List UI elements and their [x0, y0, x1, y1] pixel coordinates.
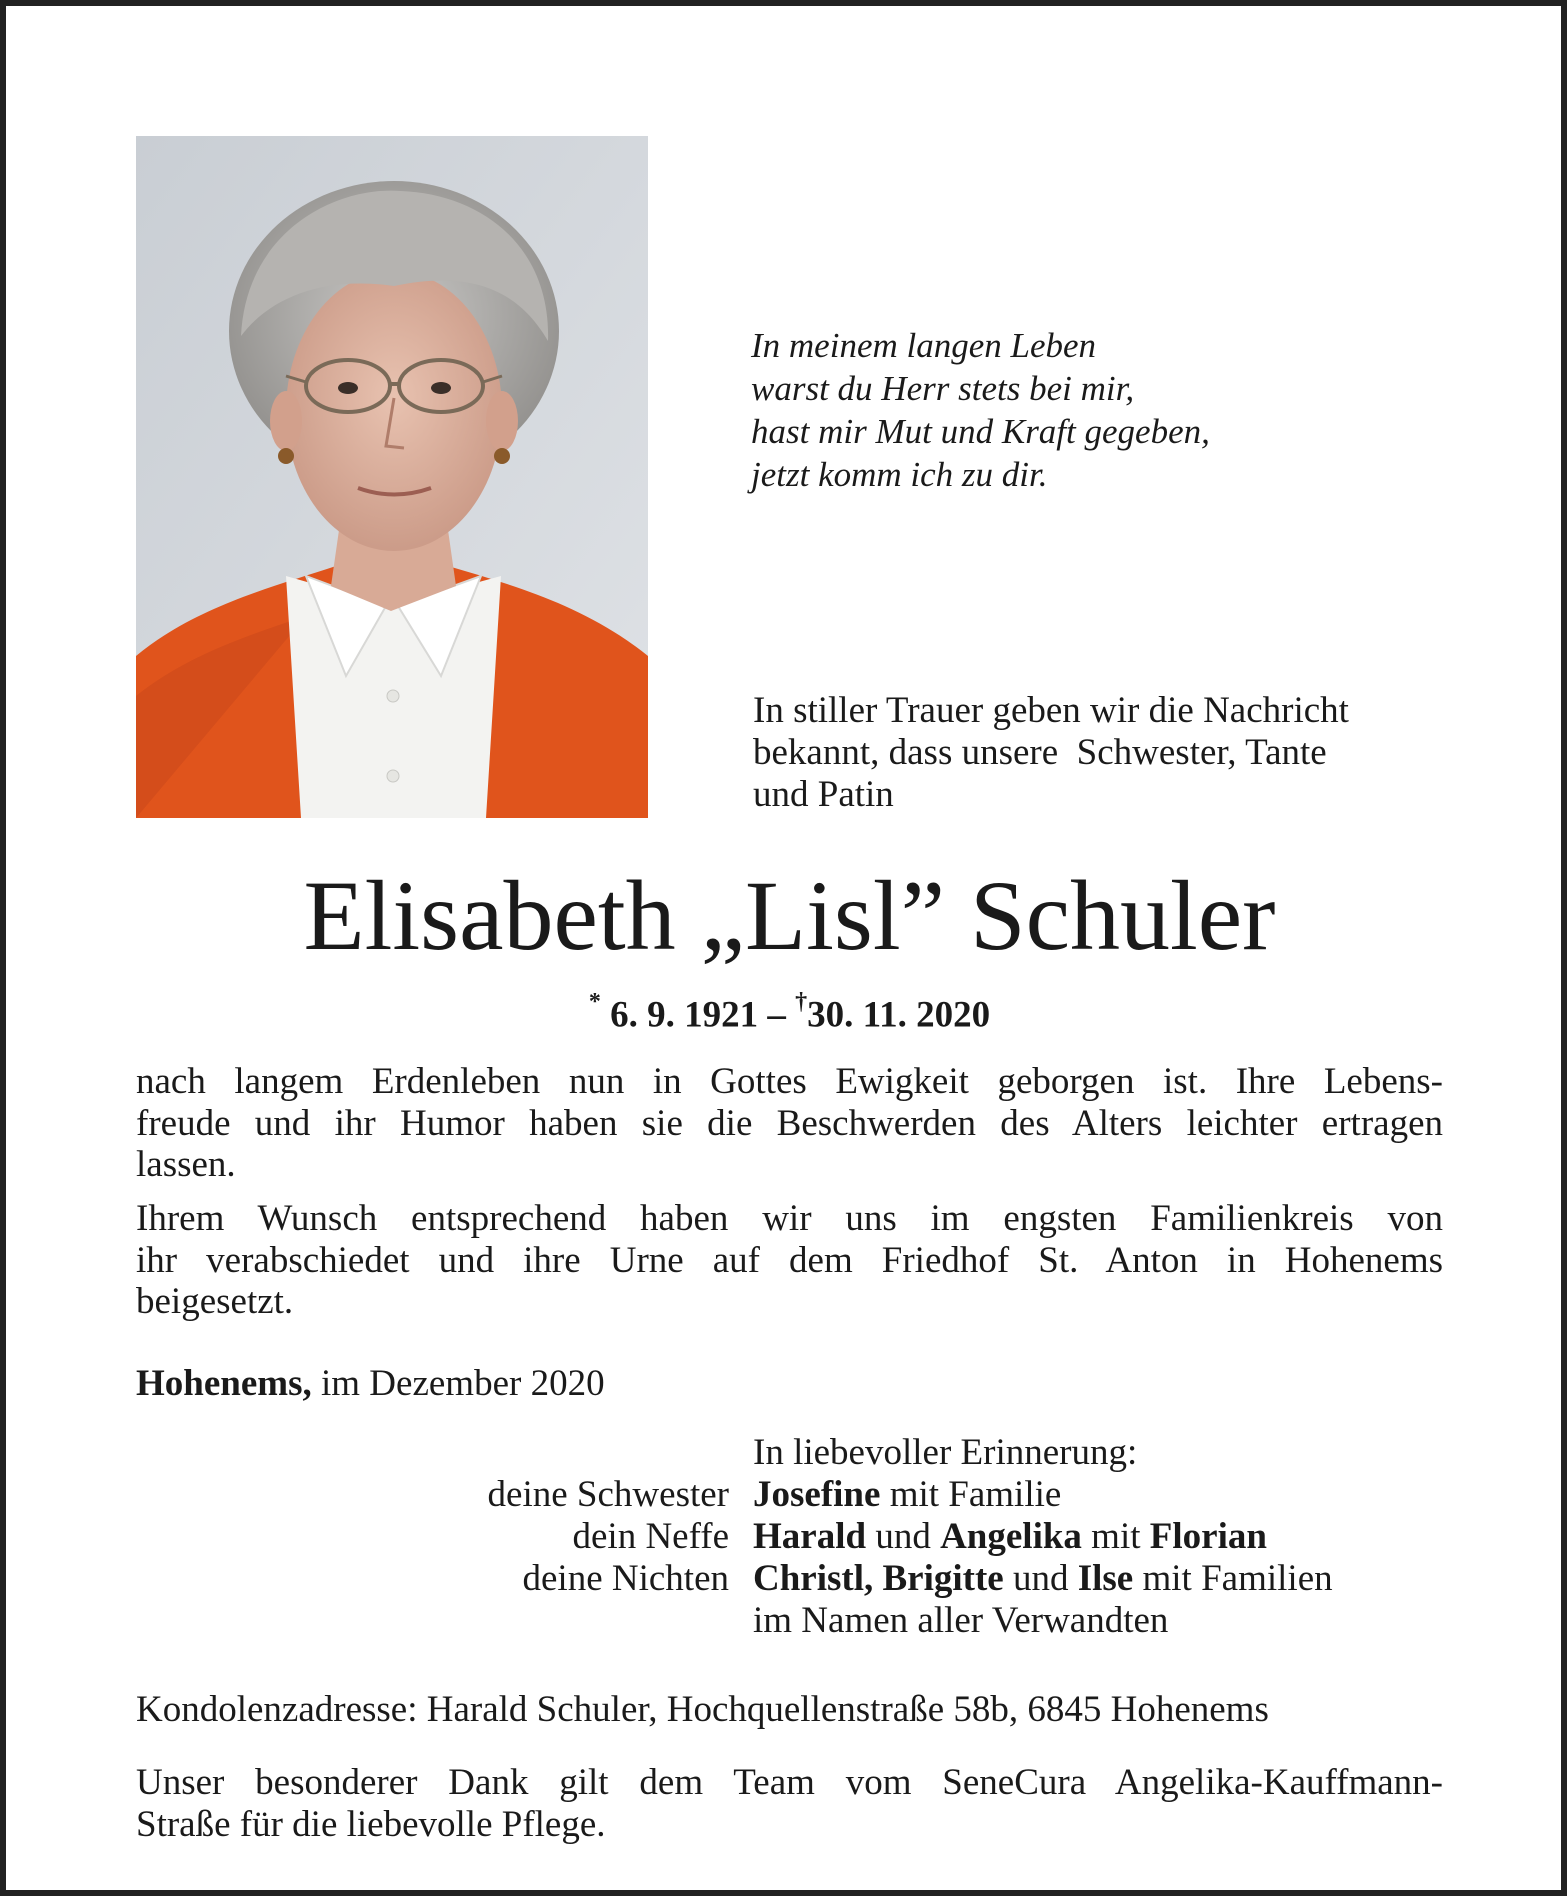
verse-line: In meinem langen Leben	[751, 326, 1097, 365]
birth-symbol: *	[588, 989, 601, 1015]
intro-text	[753, 690, 1349, 816]
relation-label: deine Schwester	[487, 1474, 729, 1515]
life-dates	[6, 984, 1567, 1037]
paragraph-2	[136, 1198, 1443, 1323]
place-date	[136, 1363, 605, 1405]
deceased-name: Elisabeth „Lisl” Schuler	[303, 860, 1276, 971]
date: im Dezember 2020	[311, 1363, 605, 1404]
intro-line: bekannt, dass unsere Schwester, Tante	[753, 732, 1327, 773]
mourner-name: Josefine	[753, 1474, 881, 1515]
birth-date: 6. 9. 1921	[610, 994, 759, 1036]
relation-label: deine Nichten	[522, 1558, 729, 1599]
mourner-name: Angelika	[940, 1516, 1082, 1557]
thanks-line: Straße für die liebevolle Pflege.	[136, 1803, 606, 1845]
mourner-text: mit	[1081, 1516, 1150, 1557]
relation-label: dein Neffe	[572, 1516, 729, 1557]
date-dash: –	[767, 994, 786, 1036]
paragraph-line: ihr verabschiedet und ihre Urne auf dem Friedhof St. Anton in Hohenems	[136, 1239, 1443, 1281]
mourner-row	[753, 1558, 1333, 1600]
verse-line: hast mir Mut und Kraft gegeben,	[751, 412, 1210, 451]
condolence-address: Kondolenzadresse: Harald Schuler, Hochquellenstraße 58b, 6845 Hohenems	[136, 1689, 1269, 1730]
paragraph-1	[136, 1061, 1443, 1186]
verse-line: jetzt komm ich zu dir.	[751, 455, 1048, 494]
portrait-photo	[136, 136, 648, 818]
paragraph-line: Ihrem Wunsch entsprechend haben wir uns im engsten Familienkreis von	[136, 1198, 1443, 1239]
death-date: 30. 11. 2020	[807, 994, 991, 1036]
memory-title: In liebevoller Erinnerung:	[753, 1432, 1138, 1473]
mourner-text: und	[866, 1516, 941, 1557]
paragraph-line: freude und ihr Humor haben sie die Beschwerden des Alters leichter ertragen	[136, 1102, 1443, 1144]
mourner-text: und	[1003, 1558, 1078, 1599]
mourner-text: mit Familie	[880, 1474, 1062, 1515]
thanks-line: Unser besonderer Dank gilt dem Team vom SeneCura Angelika-Kauffmann-	[136, 1762, 1443, 1803]
place: Hohenems,	[136, 1363, 312, 1404]
intro-line: In stiller Trauer geben wir die Nachricht	[753, 690, 1349, 731]
thanks-note	[136, 1762, 1443, 1845]
mourner-name: Ilse	[1077, 1558, 1134, 1599]
mourner-text: mit Familien	[1133, 1558, 1333, 1599]
mourner-row	[753, 1516, 1267, 1558]
mourner-name: Florian	[1149, 1516, 1267, 1557]
paragraph-line: lassen.	[136, 1144, 236, 1185]
mourner-name: Christl, Brigitte	[753, 1558, 1004, 1599]
verse-line: warst du Herr stets bei mir,	[751, 369, 1135, 408]
intro-line: und Patin	[753, 774, 894, 815]
mourner-row	[753, 1474, 1061, 1516]
death-symbol: †	[795, 989, 808, 1015]
mourner-name: Harald	[753, 1516, 867, 1557]
paragraph-line: nach langem Erdenleben nun in Gottes Ewigkeit geborgen ist. Ihre Lebens-	[136, 1061, 1443, 1102]
verse	[751, 324, 1210, 496]
paragraph-line: beigesetzt.	[136, 1281, 294, 1322]
memory-closing: im Namen aller Verwandten	[753, 1600, 1169, 1641]
